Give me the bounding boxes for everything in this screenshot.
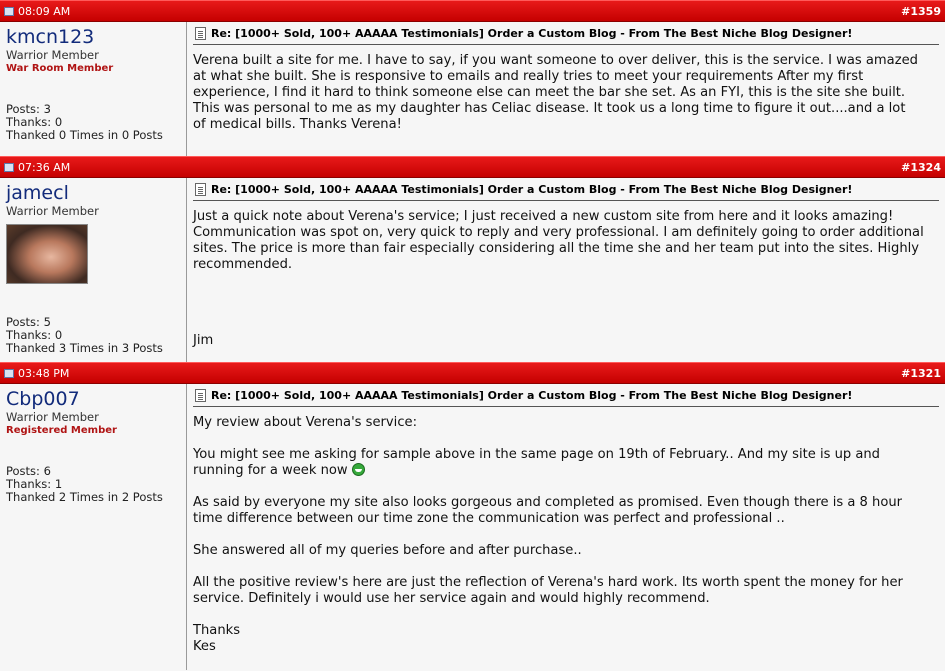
- post-header: [0, 362, 945, 384]
- document-icon: [195, 27, 206, 40]
- post-time: 03:48 PM: [18, 366, 70, 380]
- user-info: [0, 178, 187, 362]
- user-rank: Warrior Member: [6, 410, 99, 424]
- thanks-count: Thanks: 0: [6, 115, 63, 129]
- post-content: [187, 178, 945, 362]
- username-link[interactable]: jamecl: [6, 182, 69, 204]
- thanks-count: Thanks: 1: [6, 477, 63, 491]
- post-body: Just a quick note about Verena's service; I just received a new custom site from here and it looks amazing! Communication was spot on, very quick to reply and very professional. I am definitely going to order additional sites. The price is more than fair especially considering all the time she and her team put into the sites. Highly recommended.: [193, 209, 924, 272]
- post-number-link[interactable]: #1321: [901, 366, 941, 380]
- post-content: [187, 22, 945, 156]
- post-title-text: Re: [1000+ Sold, 100+ AAAAA Testimonials] Order a Custom Blog - From The Best Niche Blog Designer!: [211, 27, 853, 40]
- thanked-count: Thanked 0 Times in 0 Posts: [6, 128, 163, 142]
- thanked-count: Thanked 3 Times in 3 Posts: [6, 341, 163, 355]
- user-rank: Warrior Member: [6, 48, 99, 62]
- post-count: Posts: 6: [6, 464, 51, 478]
- post-signature: Jim: [193, 333, 214, 348]
- post-number-link[interactable]: #1324: [901, 160, 941, 174]
- post-1359: [0, 0, 945, 156]
- user-title: Registered Member: [6, 425, 117, 436]
- post-body: [193, 407, 939, 655]
- user-title: War Room Member: [6, 63, 114, 74]
- post-count: Posts: 3: [6, 102, 51, 116]
- post-title: [193, 26, 939, 45]
- post-number-link[interactable]: #1359: [901, 4, 941, 18]
- user-info: [0, 22, 187, 156]
- post-icon: [4, 163, 14, 172]
- thanks-count: Thanks: 0: [6, 328, 63, 342]
- post-count: Posts: 5: [6, 315, 51, 329]
- document-icon: [195, 183, 206, 196]
- post-icon: [4, 7, 14, 16]
- document-icon: [195, 389, 206, 402]
- grin-smiley-icon: [352, 463, 365, 476]
- post-time: 07:36 AM: [18, 160, 71, 174]
- post-body-part: As said by everyone my site also looks gorgeous and completed as promised. Even though there is a 8 hour time difference between our time zone the communication was perfect and professional .. She answered all of my queries before and after purchase.. All the positive review's here are just the reflection of Verena's hard work. Its worth spent the money for her service. Definitely i would use her service again and would highly recommend. Thanks Kes: [193, 495, 903, 654]
- username-link[interactable]: Cbp007: [6, 388, 80, 410]
- post-time: 08:09 AM: [18, 4, 71, 18]
- post-icon: [4, 369, 14, 378]
- post-1321: [0, 362, 945, 670]
- post-title: [193, 182, 939, 201]
- user-info: [0, 384, 187, 670]
- post-title-text: Re: [1000+ Sold, 100+ AAAAA Testimonials] Order a Custom Blog - From The Best Niche Blog Designer!: [211, 183, 853, 196]
- user-rank: Warrior Member: [6, 204, 99, 218]
- avatar[interactable]: [6, 224, 88, 284]
- thanked-count: Thanked 2 Times in 2 Posts: [6, 490, 163, 504]
- post-body-part: My review about Verena's service: You might see me asking for sample above in the same page on 19th of February.. And my site is up and running for a week now: [193, 415, 880, 478]
- post-header: [0, 156, 945, 178]
- post-title: [193, 388, 939, 407]
- username-link[interactable]: kmcn123: [6, 26, 95, 48]
- post-body: Verena built a site for me. I have to say, if you want someone to over deliver, this is the service. I was amazed at what she built. She is responsive to emails and really tries to meet your requirements After my first experience, I find it hard to think someone else can meet the bar she set. As an FYI, this is the site she built. This was personal to me as my daughter has Celiac disease. It took us a long time to figure it out....and a lot of medical bills. Thanks Verena!: [193, 53, 918, 132]
- post-1324: [0, 156, 945, 362]
- post-header: [0, 0, 945, 22]
- post-title-text: Re: [1000+ Sold, 100+ AAAAA Testimonials] Order a Custom Blog - From The Best Niche Blog Designer!: [211, 389, 853, 402]
- post-content: [187, 384, 945, 670]
